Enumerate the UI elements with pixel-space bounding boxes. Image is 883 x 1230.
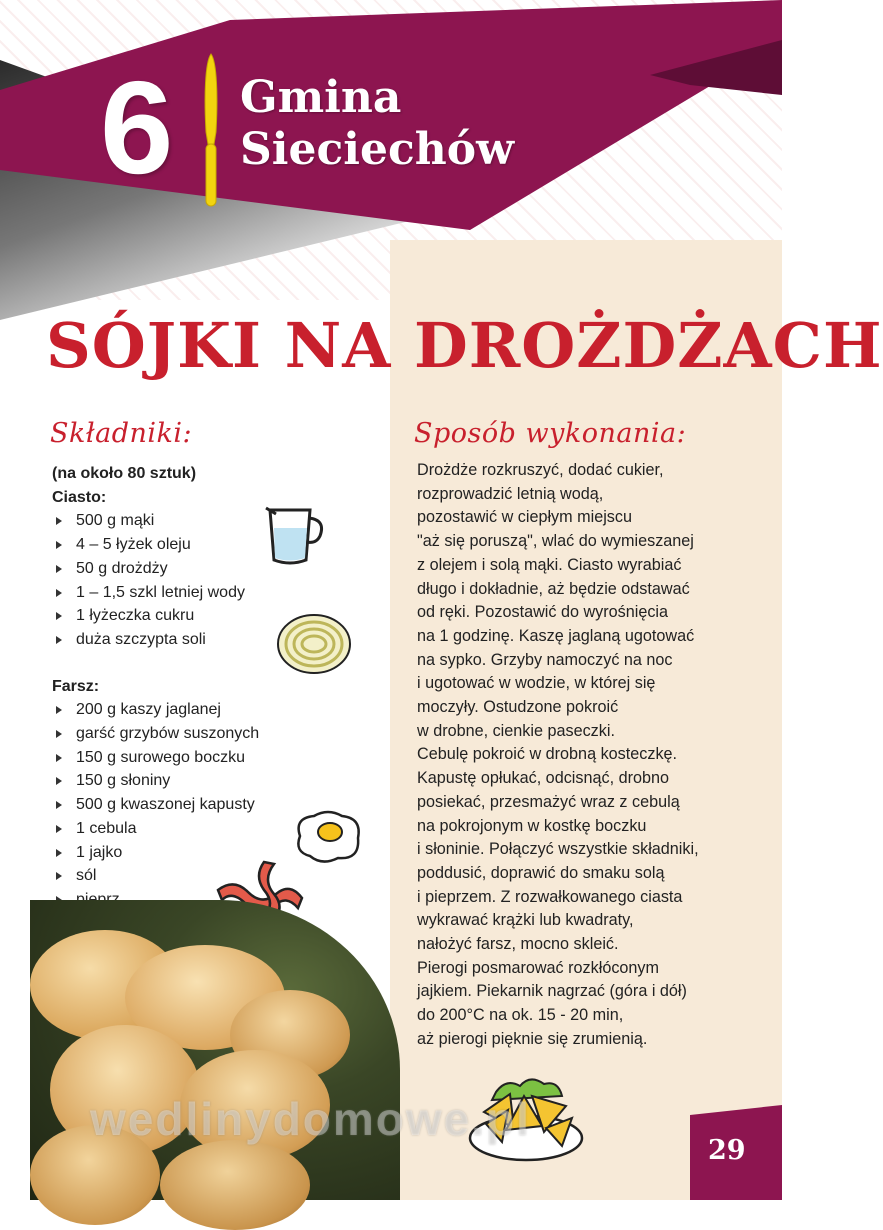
method-line: na 1 godzinę. Kaszę jaglaną ugotować bbox=[417, 626, 695, 645]
recipe-title: SÓJKI NA DROŻDŻACH bbox=[46, 309, 883, 382]
method-line: od ręki. Pozostawić do wyrośnięcia bbox=[417, 603, 669, 622]
method-line: Cebulę pokroić w drobną kosteczkę. bbox=[417, 745, 678, 764]
food-photo bbox=[30, 900, 400, 1200]
dough-ingredient-item: 50 g drożdży bbox=[52, 557, 332, 581]
filling-ingredient-item: garść grzybów suszonych bbox=[52, 722, 332, 746]
municipality-name bbox=[240, 72, 514, 176]
knife-icon bbox=[200, 52, 222, 208]
method-line: i pieprzem. Z rozwałkowanego ciasta bbox=[417, 887, 683, 906]
dough-ingredient-item: 4 – 5 łyżek oleju bbox=[52, 533, 332, 557]
dough-heading: Ciasto: bbox=[52, 488, 107, 506]
yield-note: (na około 80 sztuk) bbox=[52, 465, 197, 482]
method-heading: Sposób wykonania: bbox=[414, 418, 687, 449]
method-line: na sypko. Grzyby namoczyć na noc bbox=[417, 650, 673, 669]
dough-ingredient-item: 1 – 1,5 szkl letniej wody bbox=[52, 581, 332, 605]
fried-egg-icon bbox=[292, 808, 364, 864]
method-line: i ugotować w wodzie, w której się bbox=[417, 674, 656, 693]
filling-ingredient-item: 1 jajko bbox=[52, 841, 332, 865]
method-line: poddusić, doprawić do smaku solą bbox=[417, 863, 665, 882]
method-line: "aż się poruszą", wlać do wymieszanej bbox=[417, 532, 694, 551]
method-line: Pierogi posmarować rozkłóconym bbox=[417, 958, 660, 977]
method-line: wykrawać krążki lub kwadraty, bbox=[417, 911, 634, 930]
method-line: rozprowadzić letnią wodą, bbox=[417, 484, 604, 503]
filling-ingredient-item: 200 g kaszy jaglanej bbox=[52, 698, 332, 722]
ingredients-heading: Składniki: bbox=[50, 418, 193, 449]
page-number: 29 bbox=[708, 1135, 746, 1166]
method-line: Kapustę opłukać, odcisnąć, drobno bbox=[417, 769, 669, 788]
filling-heading: Farsz: bbox=[52, 677, 100, 695]
dough-ingredient-item: 1 łyżeczka cukru bbox=[52, 604, 332, 628]
method-line: do 200°C na ok. 15 - 20 min, bbox=[417, 1006, 624, 1025]
watermark: wedlinydomowe.pl bbox=[90, 1093, 531, 1145]
method-line: długo i dokładnie, aż będzie odstawać bbox=[417, 579, 690, 598]
onion-rings-icon bbox=[274, 611, 354, 677]
filling-ingredient-item: sól bbox=[52, 864, 332, 888]
method-line: aż pierogi pięknie się zrumienią. bbox=[417, 1029, 648, 1048]
method-line: jajkiem. Piekarnik nagrzać (góra i dół) bbox=[417, 982, 687, 1001]
filling-ingredient-item: 150 g słoniny bbox=[52, 769, 332, 793]
method-line: z olejem i solą mąki. Ciasto wyrabiać bbox=[417, 555, 682, 574]
dough-ingredient-item: 500 g mąki bbox=[52, 509, 332, 533]
method-line: Drożdże rozkruszyć, dodać cukier, bbox=[417, 461, 664, 479]
dough-ingredient-item: duża szczypta soli bbox=[52, 628, 332, 652]
method-line: nałożyć farsz, mocno skleić. bbox=[417, 935, 619, 954]
municipality-line-1: Gmina bbox=[240, 72, 402, 123]
water-pitcher-icon bbox=[262, 502, 328, 566]
method-line: posiekać, przesmażyć wraz z cebulą bbox=[417, 792, 680, 811]
method-text bbox=[417, 459, 762, 1052]
municipality-line-2: Sieciechów bbox=[240, 124, 514, 175]
method-line: i słoninie. Połączyć wszystkie składniki, bbox=[417, 840, 699, 859]
filling-ingredient-item: 500 g kwaszonej kapusty bbox=[52, 793, 332, 817]
filling-ingredient-item: 1 cebula bbox=[52, 817, 332, 841]
filling-ingredient-item: 150 g surowego boczku bbox=[52, 746, 332, 770]
method-line: moczyły. Ostudzone pokroić bbox=[417, 698, 619, 717]
method-line: na pokrojonym w kostkę boczku bbox=[417, 816, 647, 835]
chapter-number: 6 bbox=[100, 54, 174, 201]
method-line: pozostawić w ciepłym miejscu bbox=[417, 508, 632, 527]
method-line: w drobne, cienkie paseczki. bbox=[417, 721, 615, 740]
